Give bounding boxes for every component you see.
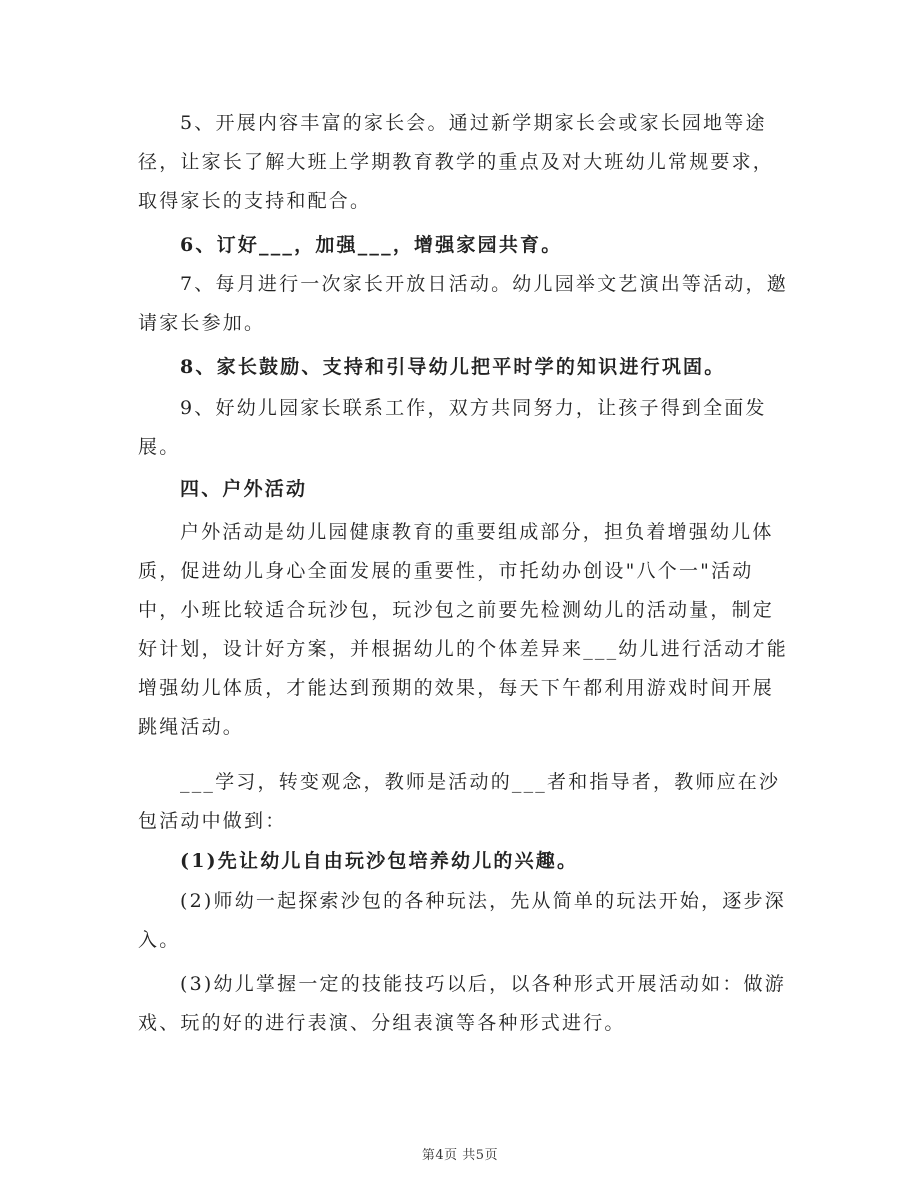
paragraph-teacher-role: ___学习，转变观念，教师是活动的___者和指导者，教师应在沙包活动中做到：: [138, 771, 781, 832]
section-heading-outdoor: 四、户外活动: [180, 478, 308, 500]
paragraph-outdoor-intro: 户外活动是幼儿园健康教育的重要组成部分，担负着增强幼儿体质，促进幼儿身心全面发展的重要性，市托幼办创设"八个一"活动中，小班比较适合玩沙包，玩沙包之前要先检测幼儿的活动量，制定好计划，设计好方案，并根据幼儿的个体差异来___幼儿进行活动才能增强幼儿体质，才能达到预期的效果，每天下午都利用游戏时间开展跳绳活动。: [138, 521, 788, 738]
list-item-3: (3)幼儿掌握一定的技能技巧以后，以各种形式开展活动如：做游戏、玩的好的进行表演、分组表演等各种形式进行。: [138, 973, 786, 1034]
paragraph-contact-work: 9、好幼儿园家长联系工作，双方共同努力，让孩子得到全面发展。: [138, 397, 767, 458]
paragraph-parent-support: 8、家长鼓励、支持和引导幼儿把平时学的知识进行巩固。: [180, 356, 726, 378]
paragraph-parent-meeting: 5、开展内容丰富的家长会。通过新学期家长会或家长园地等途径，让家长了解大班上学期教育教学的重点及对大班幼儿常规要求，取得家长的支持和配合。: [138, 112, 775, 212]
paragraph-home-school: 6、订好___，加强___，增强家园共育。: [180, 234, 563, 256]
list-item-1: (1)先让幼儿自由玩沙包培养幼儿的兴趣。: [180, 850, 579, 872]
page-number: 第4页 共5页: [421, 1148, 499, 1163]
paragraph-open-day: 7、每月进行一次家长开放日活动。幼儿园举文艺演出等活动，邀请家长参加。: [138, 273, 788, 334]
list-item-2: (2)师幼一起探索沙包的各种玩法，先从简单的玩法开始，逐步深入。: [138, 890, 786, 951]
